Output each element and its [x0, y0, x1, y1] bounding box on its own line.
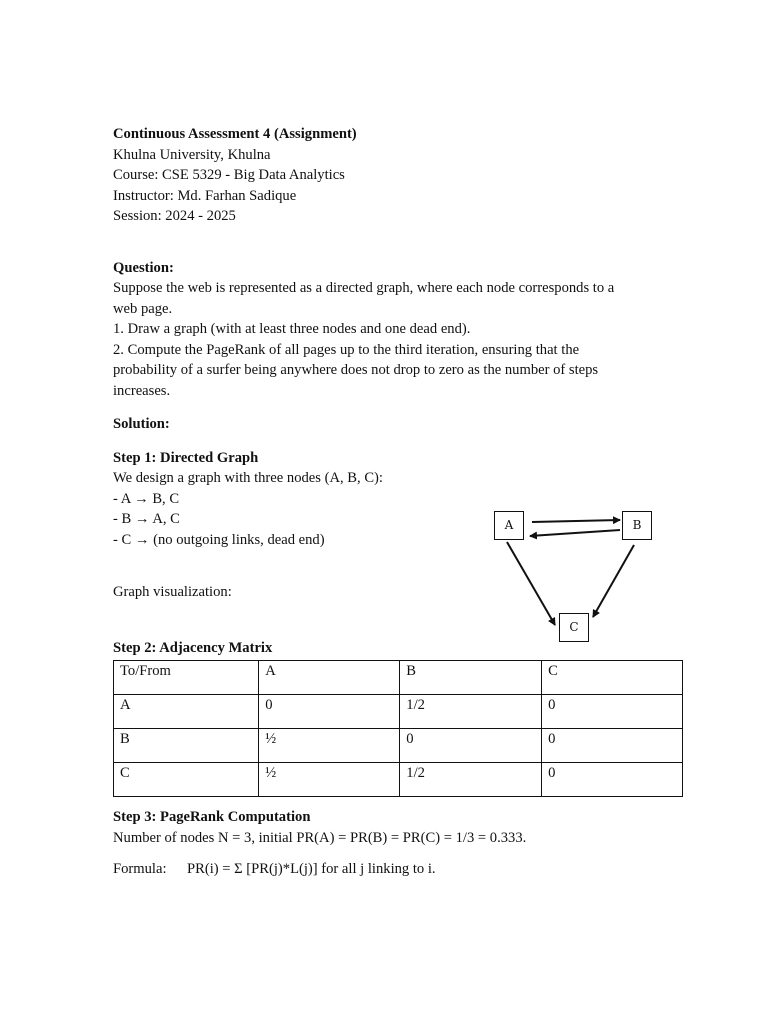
table-cell: A: [114, 695, 259, 729]
table-cell: B: [400, 661, 542, 695]
graph-node-b: B: [622, 511, 652, 540]
session-line: Session: 2024 - 2025: [113, 208, 236, 224]
document-title: Continuous Assessment 4 (Assignment): [113, 126, 357, 142]
question-heading: Question:: [113, 259, 174, 276]
formula-label: Formula:: [113, 861, 167, 877]
table-cell: A: [259, 661, 400, 695]
table-cell: 0: [542, 763, 683, 797]
document-body: [113, 124, 688, 880]
step2-heading: Step 2: Adjacency Matrix: [113, 639, 273, 656]
instructor-line: Instructor: Md. Farhan Sadique: [113, 187, 297, 204]
table-cell: 0: [542, 729, 683, 763]
table-row: [114, 695, 683, 729]
solution-heading: Solution:: [113, 416, 170, 432]
edge-a-to-b: [532, 520, 620, 522]
table-cell: To/From: [114, 661, 259, 695]
step3-heading: Step 3: PageRank Computation: [113, 809, 311, 825]
link-line-b: - B → A, C: [113, 511, 180, 527]
table-row: [114, 729, 683, 763]
step1-intro: We design a graph with three nodes (A, B, C):: [113, 470, 383, 486]
university-line: Khulna University, Khulna: [113, 146, 271, 163]
course-line: Course: CSE 5329 - Big Data Analytics: [113, 167, 345, 183]
edge-b-to-a: [530, 530, 620, 536]
table-header-row: [114, 661, 683, 695]
graph-node-c: C: [559, 613, 589, 642]
adjacency-matrix-table: [113, 660, 683, 797]
table-row: [114, 763, 683, 797]
question-item-1: 1. Draw a graph (with at least three nodes and one dead end).: [113, 321, 471, 337]
graph-visualization-label: Graph visualization:: [113, 584, 232, 600]
formula-line: [113, 859, 688, 880]
table-cell: 1/2: [400, 763, 542, 797]
question-item-2: 2. Compute the PageRank of all pages up to the third iteration, ensuring that the probability of a surfer being anywhere does not drop to zero as the number of steps increases.: [113, 341, 599, 399]
table-cell: 0: [259, 695, 400, 729]
table-cell: ½: [259, 729, 400, 763]
table-cell: B: [114, 729, 259, 763]
graph-node-a: A: [494, 511, 524, 540]
edge-b-to-c: [593, 545, 634, 617]
step3-nodes-line: Number of nodes N = 3, initial PR(A) = PR(B) = PR(C) = 1/3 = 0.333.: [113, 829, 527, 846]
step1-heading: Step 1: Directed Graph: [113, 449, 259, 466]
graph-diagram: [490, 505, 660, 650]
link-line-c: - C → (no outgoing links, dead end): [113, 531, 325, 548]
link-line-a: - A → B, C: [113, 490, 180, 507]
question-intro: Suppose the web is represented as a directed graph, where each node corresponds to a web page.: [113, 280, 615, 317]
table-cell: ½: [259, 763, 400, 797]
formula-text: PR(i) = Σ [PR(j)*L(j)] for all j linking to i.: [187, 861, 436, 877]
edge-a-to-c: [507, 542, 555, 625]
table-cell: 0: [542, 695, 683, 729]
table-cell: C: [114, 763, 259, 797]
table-cell: 0: [400, 729, 542, 763]
table-cell: 1/2: [400, 695, 542, 729]
table-cell: C: [542, 661, 683, 695]
